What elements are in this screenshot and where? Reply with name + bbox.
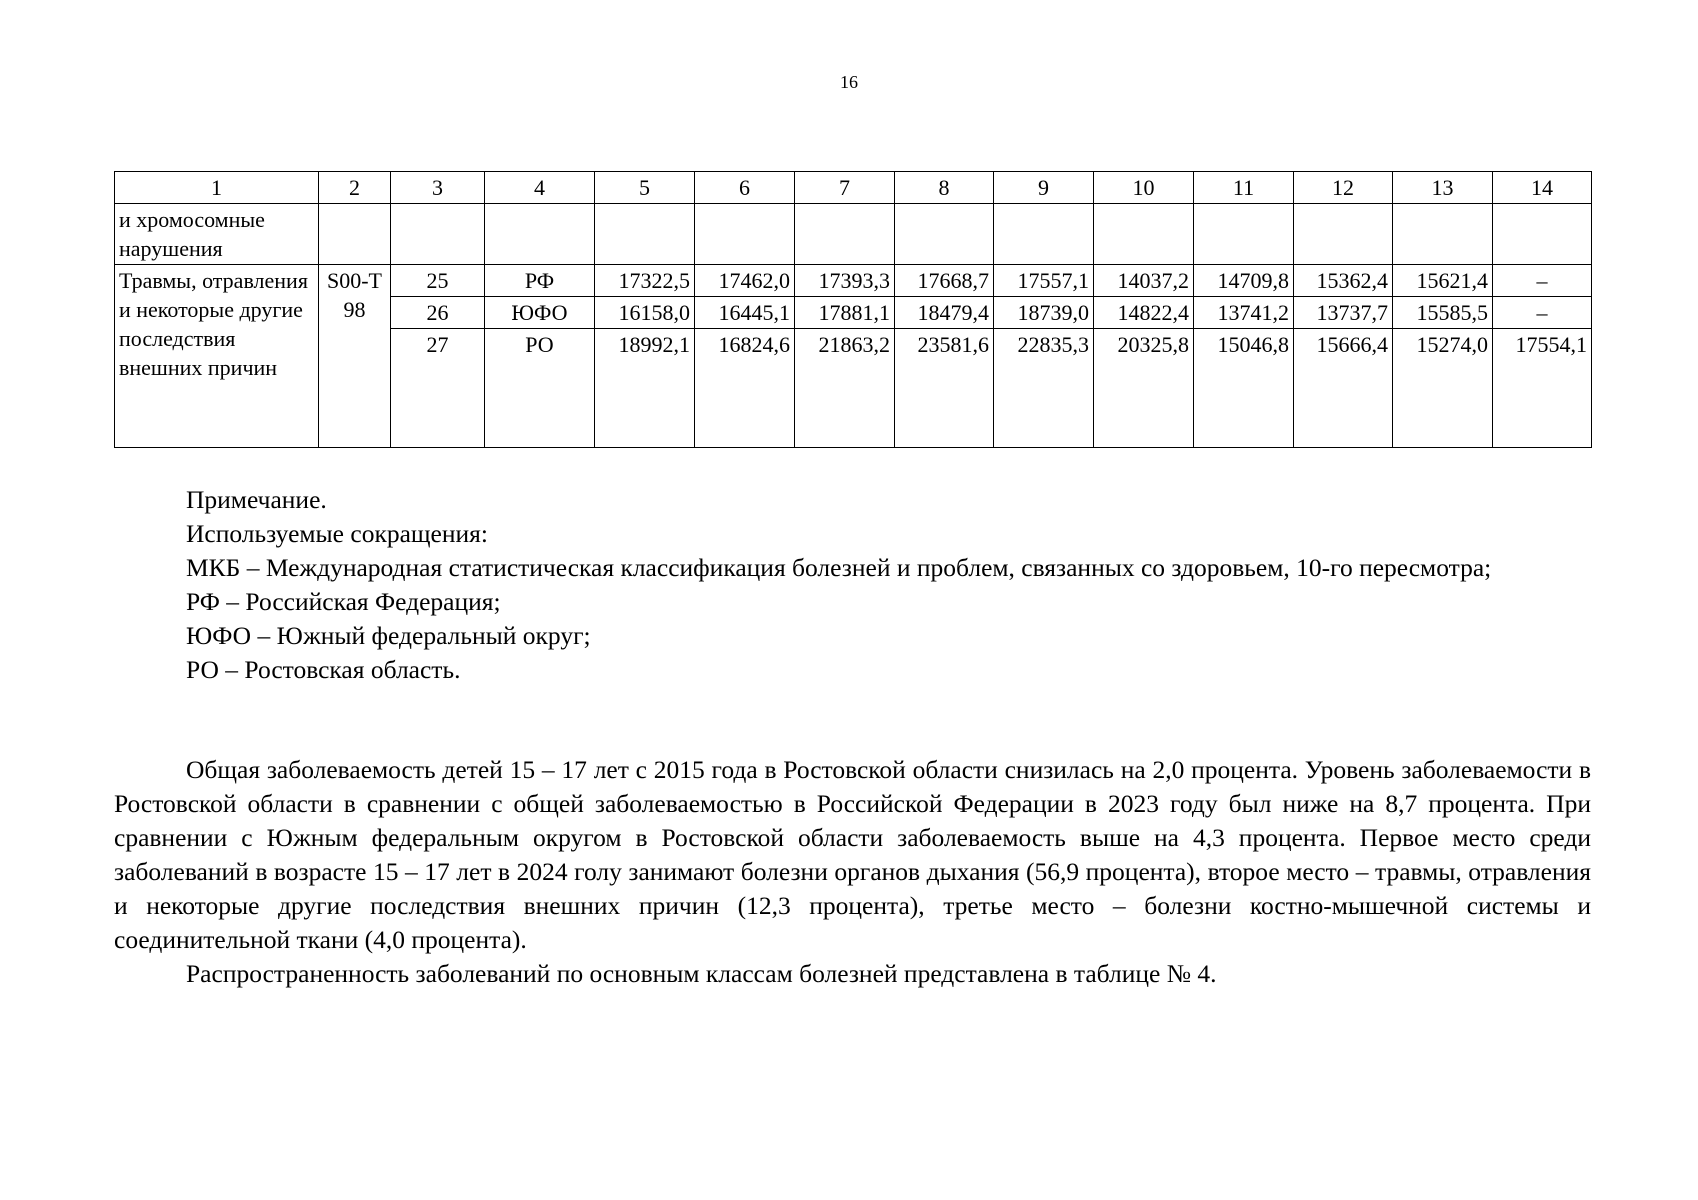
header-cell: 3 <box>391 172 485 204</box>
empty-cell <box>391 204 485 265</box>
empty-cell <box>1393 204 1493 265</box>
value-cell: 17462,0 <box>695 265 795 297</box>
value-cell: – <box>1493 265 1592 297</box>
header-cell: 9 <box>994 172 1094 204</box>
value-cell: 22835,3 <box>994 329 1094 448</box>
value-cell: 15362,4 <box>1294 265 1393 297</box>
header-cell: 13 <box>1393 172 1493 204</box>
value-cell: 15621,4 <box>1393 265 1493 297</box>
continuation-label: и хромосомные нарушения <box>115 204 319 265</box>
value-cell: – <box>1493 297 1592 329</box>
row-number: 26 <box>391 297 485 329</box>
value-cell: 17393,3 <box>795 265 895 297</box>
value-cell: 23581,6 <box>895 329 994 448</box>
value-cell: 14037,2 <box>1094 265 1194 297</box>
empty-cell <box>595 204 695 265</box>
empty-cell <box>319 204 391 265</box>
value-cell: 16445,1 <box>695 297 795 329</box>
empty-cell <box>994 204 1094 265</box>
value-cell: 15585,5 <box>1393 297 1493 329</box>
notes-subtitle: Используемые сокращения: <box>186 519 488 548</box>
value-cell: 18992,1 <box>595 329 695 448</box>
group-code: S00-T98 <box>319 265 391 448</box>
group-label: Травмы, отравления и некоторые другие последствия внешних причин <box>115 265 319 448</box>
header-cell: 10 <box>1094 172 1194 204</box>
empty-cell <box>1493 204 1592 265</box>
header-cell: 5 <box>595 172 695 204</box>
abbreviation-item: РФ – Российская Федерация; <box>186 587 501 616</box>
value-cell: 17881,1 <box>795 297 895 329</box>
notes-section <box>114 483 1591 687</box>
header-cell: 11 <box>1194 172 1294 204</box>
header-cell: 12 <box>1294 172 1393 204</box>
disease-statistics-table <box>114 171 1592 448</box>
header-cell: 1 <box>115 172 319 204</box>
abbreviation-item: РО – Ростовская область. <box>186 655 461 684</box>
header-cell: 7 <box>795 172 895 204</box>
empty-cell <box>1194 204 1294 265</box>
value-cell: 13737,7 <box>1294 297 1393 329</box>
abbreviation-item: МКБ – Международная статистическая классификация болезней и проблем, связанных со здоровьем, 10-го пересмотра; <box>186 553 1492 582</box>
value-cell: 17557,1 <box>994 265 1094 297</box>
page-number: 16 <box>840 72 858 92</box>
value-cell: 15274,0 <box>1393 329 1493 448</box>
region-cell: ЮФО <box>485 297 595 329</box>
table-row <box>115 265 1592 297</box>
row-number: 27 <box>391 329 485 448</box>
abbreviation-item: ЮФО – Южный федеральный округ; <box>186 621 591 650</box>
header-cell: 2 <box>319 172 391 204</box>
row-number: 25 <box>391 265 485 297</box>
empty-cell <box>1094 204 1194 265</box>
region-cell: РО <box>485 329 595 448</box>
table-header-row <box>115 172 1592 204</box>
value-cell: 21863,2 <box>795 329 895 448</box>
value-cell: 16158,0 <box>595 297 695 329</box>
value-cell: 14709,8 <box>1194 265 1294 297</box>
value-cell: 18739,0 <box>994 297 1094 329</box>
value-cell: 18479,4 <box>895 297 994 329</box>
body-text <box>114 753 1591 991</box>
header-cell: 4 <box>485 172 595 204</box>
value-cell: 15666,4 <box>1294 329 1393 448</box>
header-cell: 8 <box>895 172 994 204</box>
empty-cell <box>695 204 795 265</box>
value-cell: 17668,7 <box>895 265 994 297</box>
empty-cell <box>1294 204 1393 265</box>
value-cell: 20325,8 <box>1094 329 1194 448</box>
header-cell: 14 <box>1493 172 1592 204</box>
value-cell: 17322,5 <box>595 265 695 297</box>
value-cell: 17554,1 <box>1493 329 1592 448</box>
empty-cell <box>795 204 895 265</box>
header-cell: 6 <box>695 172 795 204</box>
notes-title: Примечание. <box>186 485 327 514</box>
value-cell: 14822,4 <box>1094 297 1194 329</box>
body-paragraph: Общая заболеваемость детей 15 – 17 лет с 2015 года в Ростовской области снизилась на 2,0 процента. Уровень заболеваемости в Ростовской области в сравнении с общей заболеваемостью в Российской Федерации в 2023 году был ниже на 8,7 процента. При сравнении с Южным федеральным округом в Ростовской области заболеваемость выше на 4,3 процента. Первое место среди заболеваний в возрасте 15 – 17 лет в 2024 голу занимают болезни органов дыхания (56,9 процента), второе место – травмы, отравления и некоторые другие последствия внешних причин (12,3 процента), третье место – болезни костно-мышечной системы и соединительной ткани (4,0 процента). <box>114 755 1591 954</box>
region-cell: РФ <box>485 265 595 297</box>
value-cell: 13741,2 <box>1194 297 1294 329</box>
body-paragraph: Распространенность заболеваний по основным классам болезней представлена в таблице № 4. <box>186 959 1217 988</box>
value-cell: 15046,8 <box>1194 329 1294 448</box>
empty-cell <box>895 204 994 265</box>
value-cell: 16824,6 <box>695 329 795 448</box>
empty-cell <box>485 204 595 265</box>
table-row-continuation <box>115 204 1592 265</box>
